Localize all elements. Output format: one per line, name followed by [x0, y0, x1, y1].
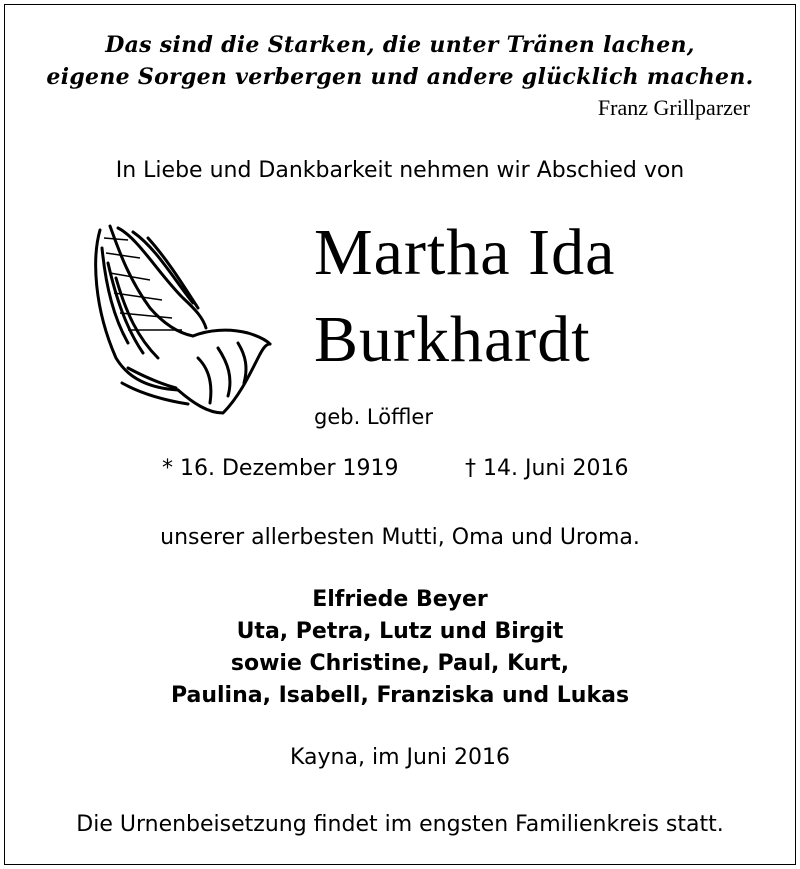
quote-line-1: Das sind die Starken, die unter Tränen lachen,: [105, 32, 695, 58]
family-line-4: Paulina, Isabell, Franziska und Lukas: [170, 683, 630, 708]
footer-note: Die Urnenbeisetzung findet im engsten Familienkreis statt.: [76, 812, 724, 837]
place-date: Kayna, im Juni 2016: [290, 745, 510, 770]
deceased-surname: Burkhardt: [314, 303, 591, 376]
birth-date: * 16. Dezember 1919: [162, 456, 399, 481]
quote-line-2: eigene Sorgen verbergen und andere glücklich machen.: [46, 64, 754, 90]
praying-hands-icon: [88, 218, 278, 418]
deceased-first-names: Martha Ida: [314, 216, 616, 289]
intro-text: In Liebe und Dankbarkeit nehmen wir Abschied von: [115, 158, 685, 183]
family-line-1: Elfriede Beyer: [312, 587, 488, 612]
family-line-2: Uta, Petra, Lutz und Birgit: [236, 619, 564, 644]
quote-author: Franz Grillparzer: [597, 95, 750, 120]
notice-border: [4, 4, 796, 865]
death-date: † 14. Juni 2016: [465, 456, 629, 481]
family-line-3: sowie Christine, Paul, Kurt,: [230, 651, 570, 676]
born-name: geb. Löffler: [314, 405, 433, 429]
closing-line: unserer allerbesten Mutti, Oma und Uroma.: [160, 525, 640, 550]
